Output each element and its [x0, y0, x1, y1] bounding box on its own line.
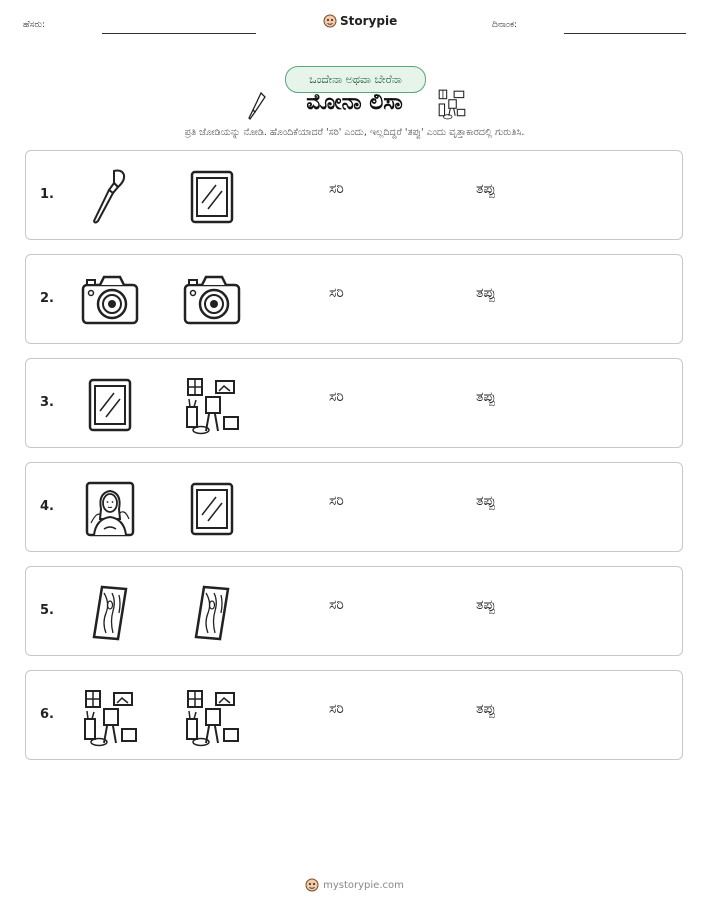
footer-url[interactable]: mystorypie.com	[323, 879, 404, 891]
exercise-row-1	[25, 150, 683, 240]
row-number: 2.	[40, 291, 54, 306]
camera-icon	[182, 271, 242, 331]
instruction-text: ಪ್ರತಿ ಜೋಡಿಯನ್ನು ನೋಡಿ. ಹೊಂದಿಕೆಯಾದರೆ 'ಸರಿ' ಎಂದು, ಇಲ್ಲದಿದ್ದರೆ 'ತಪ್ಪು' ಎಂದು ವೃತ್ತಾಕಾರದಲ್ಲಿ ಗುರುತಿಸಿ.	[184, 127, 525, 138]
option-wrong[interactable]: ತಪ್ಪು	[476, 285, 496, 301]
option-wrong[interactable]: ತಪ್ಪು	[476, 181, 496, 197]
worksheet-header	[0, 12, 709, 36]
art-studio-icon	[182, 687, 242, 747]
storypie-mascot-icon	[323, 14, 337, 28]
name-write-line[interactable]	[102, 33, 256, 34]
canvas-frame-icon	[182, 167, 242, 227]
exercise-row-5	[25, 566, 683, 656]
art-studio-icon	[182, 375, 242, 435]
option-wrong[interactable]: ತಪ್ಪು	[476, 597, 496, 613]
name-label: ಹೆಸರು:	[23, 20, 46, 30]
row-number: 4.	[40, 499, 54, 514]
exercise-row-4	[25, 462, 683, 552]
mona-lisa-portrait-icon	[80, 479, 140, 539]
paintbrush-icon	[80, 167, 140, 227]
exercise-row-3	[25, 358, 683, 448]
row-number: 3.	[40, 395, 54, 410]
storypie-mascot-icon	[305, 878, 319, 892]
option-correct[interactable]: ಸರಿ	[329, 493, 344, 509]
title-row	[0, 88, 709, 122]
art-studio-icon	[80, 687, 140, 747]
row-number: 5.	[40, 603, 54, 618]
option-correct[interactable]: ಸರಿ	[329, 597, 344, 613]
page-footer	[0, 878, 709, 892]
option-correct[interactable]: ಸರಿ	[329, 181, 344, 197]
option-correct[interactable]: ಸರಿ	[329, 389, 344, 405]
page-title: ಮೋನಾ ಲಿಸಾ	[306, 90, 403, 115]
brand-name: Storypie	[340, 14, 398, 28]
worksheet-type-badge: ಒಂದೇನಾ ಅಥವಾ ಬೇರೆನಾ	[285, 66, 426, 93]
brand-logo	[323, 14, 397, 28]
camera-icon	[80, 271, 140, 331]
row-number: 1.	[40, 187, 54, 202]
option-wrong[interactable]: ತಪ್ಪು	[476, 493, 496, 509]
exercise-row-2	[25, 254, 683, 344]
canvas-frame-icon	[182, 479, 242, 539]
wood-panel-icon	[182, 583, 242, 643]
option-correct[interactable]: ಸರಿ	[329, 285, 344, 301]
option-correct[interactable]: ಸರಿ	[329, 701, 344, 717]
row-number: 6.	[40, 707, 54, 722]
art-studio-icon	[436, 88, 468, 120]
option-wrong[interactable]: ತಪ್ಪು	[476, 701, 496, 717]
exercise-row-6	[25, 670, 683, 760]
date-label: ದಿನಾಂಕ:	[492, 20, 518, 30]
option-wrong[interactable]: ತಪ್ಪು	[476, 389, 496, 405]
date-write-line[interactable]	[564, 33, 686, 34]
canvas-frame-icon	[80, 375, 140, 435]
wood-panel-icon	[80, 583, 140, 643]
